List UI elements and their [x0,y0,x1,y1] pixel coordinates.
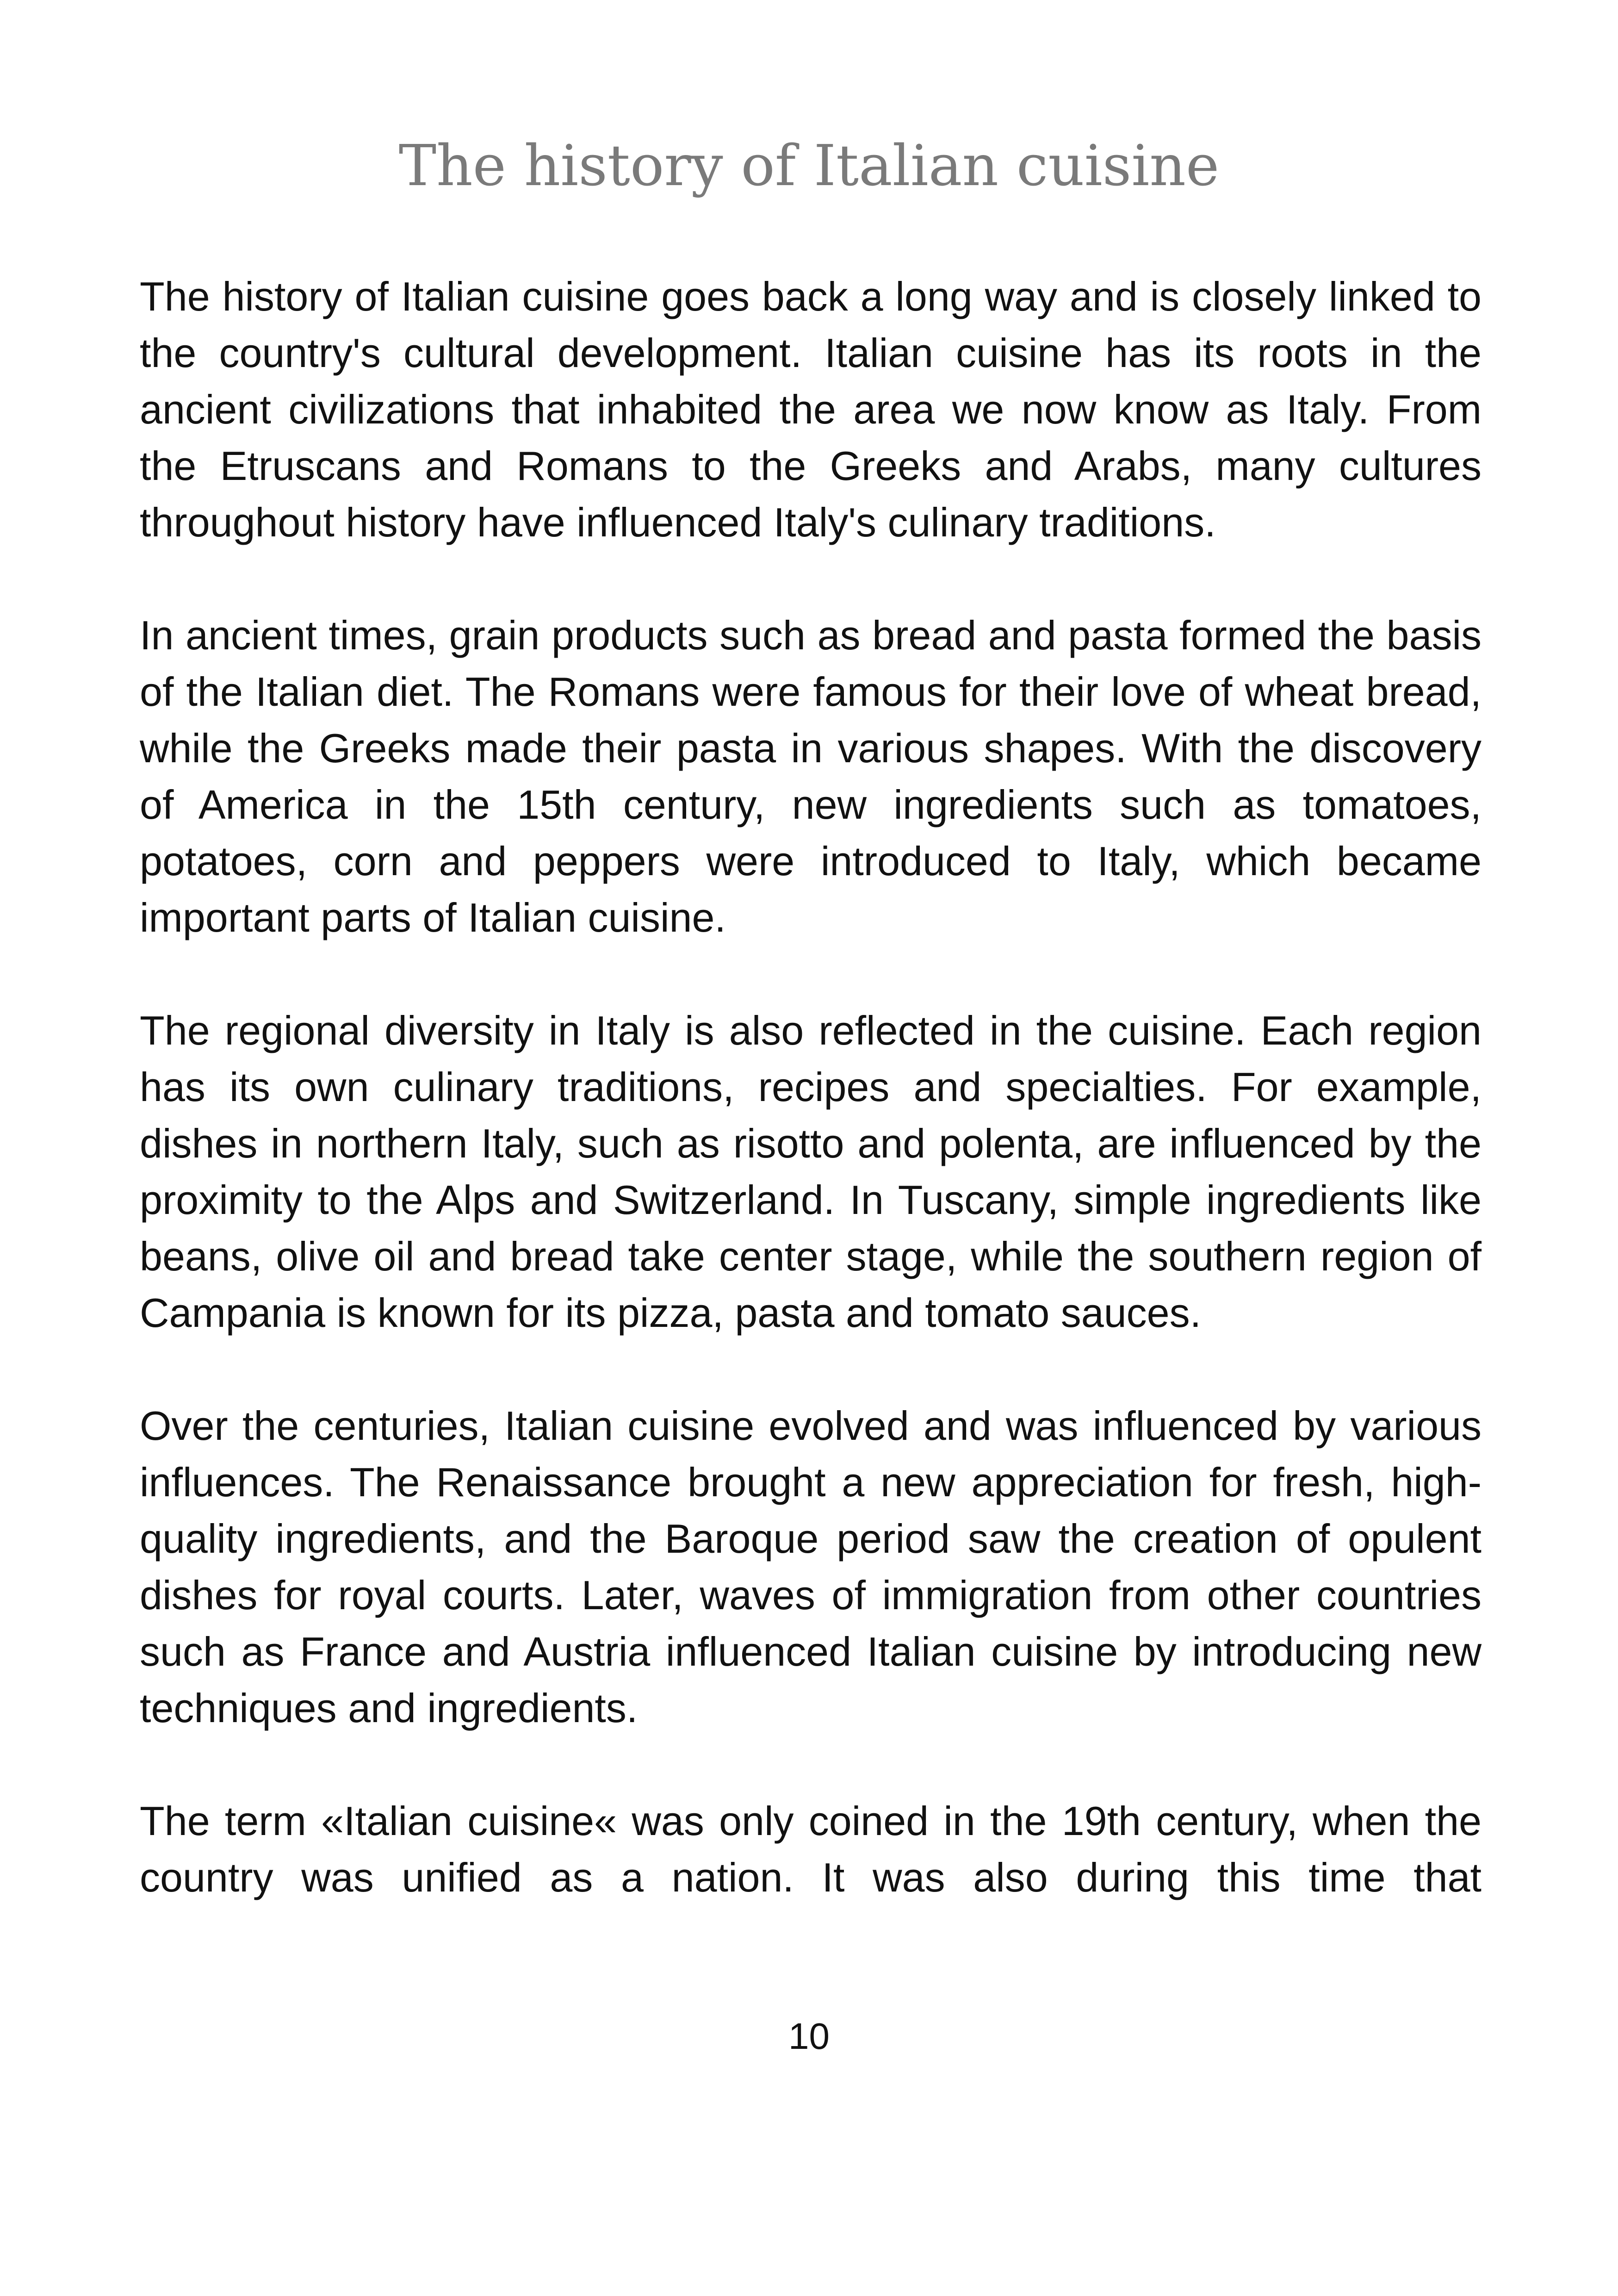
page-number: 10 [788,2016,830,2057]
body-text [140,268,1482,1906]
paragraph-5: The term «Italian cuisine« was only coined in the 19th century, when the country was unified as a nation. It was also during this time that [140,1798,1482,1900]
paragraph-3: The regional diversity in Italy is also reflected in the cuisine. Each region has its own culinary traditions, recipes and specialties. For example, dishes in northern Italy, such as risotto and polenta, are influenced by the proximity to the Alps and Switzerland. In Tuscany, simple ingredients like beans, olive oil and bread take center stage, while the southern region of Campania is known for its pizza, pasta and tomato sauces. [140,1008,1482,1336]
paragraph-2: In ancient times, grain products such as bread and pasta formed the basis of the Italian diet. The Romans were famous for their love of wheat bread, while the Greeks made their pasta in various shapes. With the discovery of America in the 15th century, new ingredients such as tomatoes, potatoes, corn and peppers were introduced to Italy, which became important parts of Italian cuisine. [140,612,1482,940]
paragraph-4: Over the centuries, Italian cuisine evolved and was influenced by various influences. The Renaissance brought a new appreciation for fresh, high-quality ingredients, and the Baroque period saw the creation of opulent dishes for royal courts. Later, waves of immigration from other countries such as France and Austria influenced Italian cuisine by introducing new techniques and ingredients. [140,1403,1482,1731]
paragraph-1: The history of Italian cuisine goes back a long way and is closely linked to the country's cultural development. Italian cuisine has its roots in the ancient civilizations that inhabited the area we now know as Italy. From the Etruscans and Romans to the Greeks and Arabs, many cultures throughout history have influenced Italy's culinary traditions. [140,274,1482,545]
page-title: The history of Italian cuisine [398,133,1220,199]
